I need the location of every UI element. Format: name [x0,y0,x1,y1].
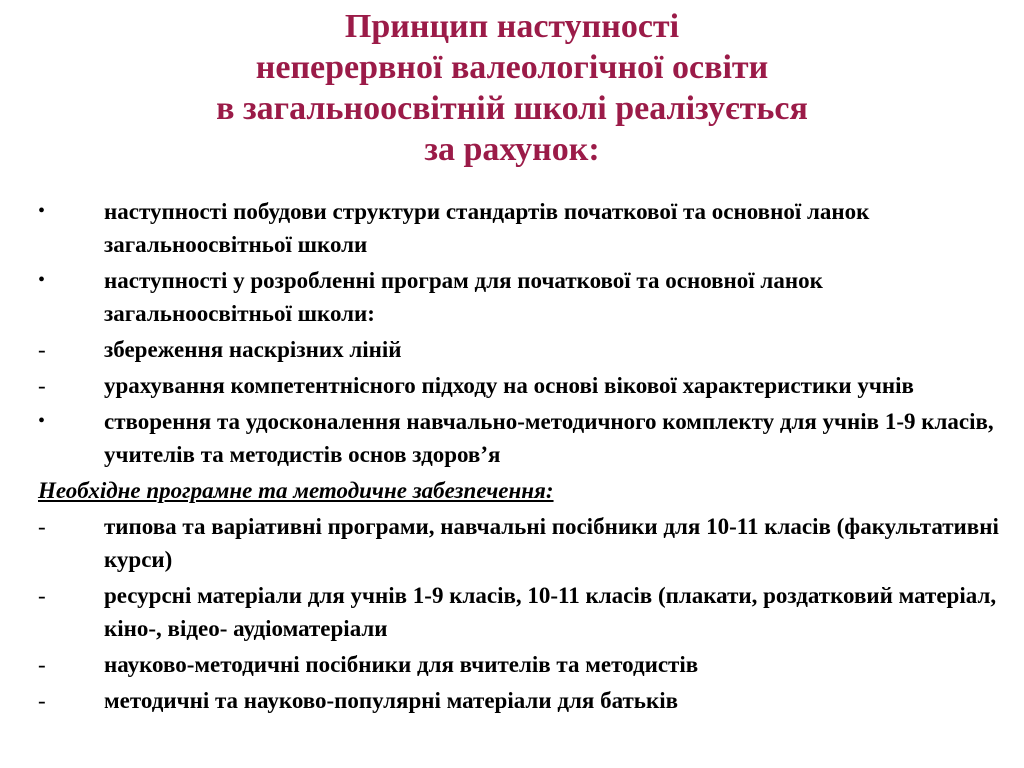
list-item [38,369,1004,402]
list-item-text: наступності побудови структури стандартів початкової та основної ланок загальноосвітньої школи [104,199,870,257]
section-subheading: Необхідне програмне та методичне забезпечення: [38,478,554,503]
list-item-text: урахування компетентнісного підходу на основі вікової характеристики учнів [104,373,914,398]
list-item-text: типова та варіативні програми, навчальні посібники для 10-11 класів (факультативні курси) [104,514,999,572]
list-item [38,579,1004,645]
list-item [38,684,1004,717]
dash-marker: - [38,688,46,713]
title-line-3: в загальноосвітній школі реалізується [216,90,808,127]
list-item [38,405,1004,471]
list-item [38,333,1004,366]
list-item-text: наступності у розробленні програм для початкової та основної ланок загальноосвітньої школи: [104,268,823,326]
list-item-text: науково-методичні посібники для вчителів та методистів [104,652,699,677]
title-line-2: неперервної валеологічної освіти [255,49,769,86]
list-item-text: збереження наскрізних ліній [104,337,402,362]
list-item [38,510,1004,576]
list-item-text: методичні та науково-популярні матеріали для батьків [104,688,679,713]
list-item [38,264,1004,330]
bullet-marker: • [38,410,46,432]
slide-content [38,195,1004,720]
list-item [38,195,1004,261]
bullet-marker: • [38,269,46,291]
list-item-text: створення та удосконалення навчально-методичного комплекту для учнів 1-9 класів, учителів та методистів основ здоров’я [104,409,994,467]
title-line-4: за рахунок: [424,131,600,168]
dash-marker: - [38,337,46,362]
list-item-text: ресурсні матеріали для учнів 1-9 класів, 10-11 класів (плакати, роздатковий матеріал, кіно-, відео- аудіоматеріали [104,583,997,641]
dash-marker: - [38,652,46,677]
dash-marker: - [38,514,46,539]
title-line-1: Принцип наступності [344,8,680,45]
slide-title [0,6,1024,170]
bullet-marker: • [38,200,46,222]
dash-marker: - [38,373,46,398]
dash-marker: - [38,583,46,608]
list-item [38,648,1004,681]
